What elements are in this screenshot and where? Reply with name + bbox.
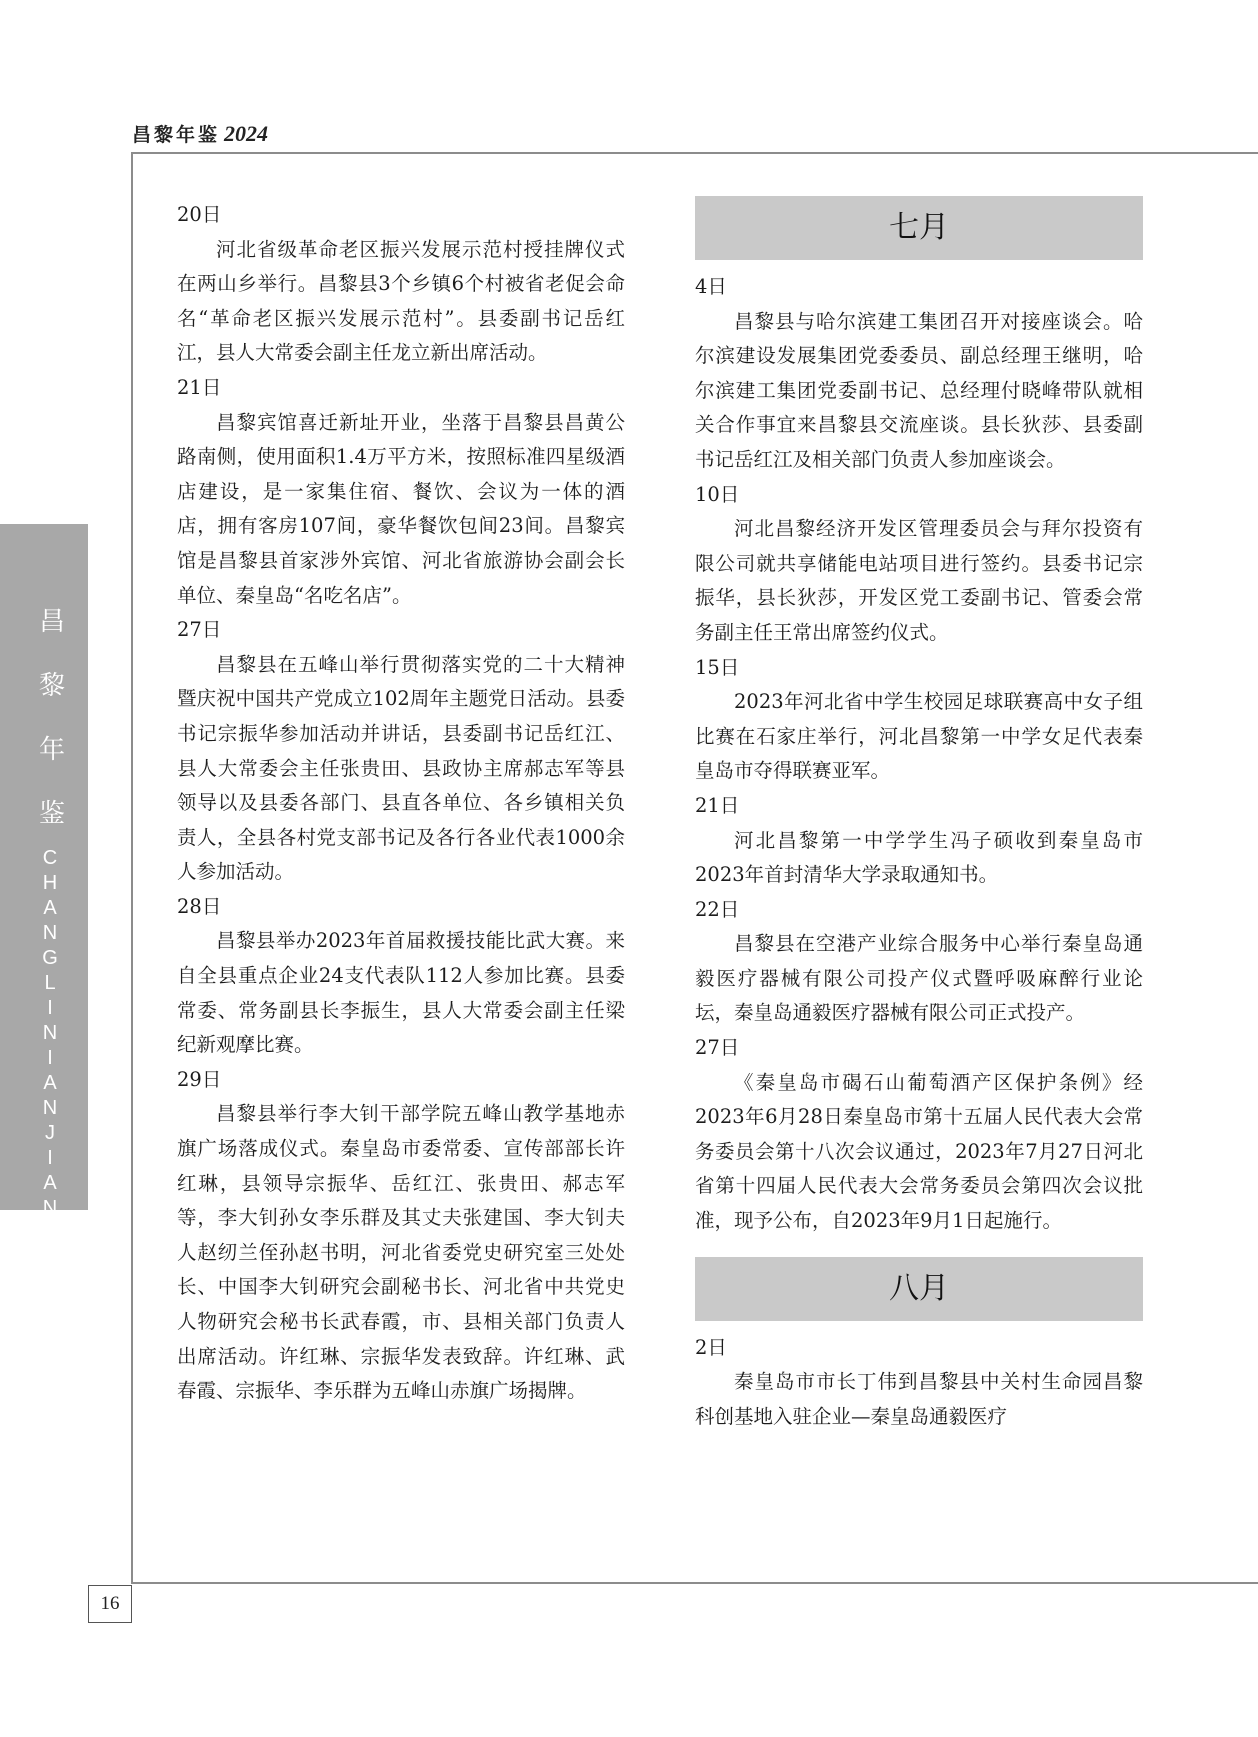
side-tab-letter: N xyxy=(42,1097,58,1119)
entry-text: 《秦皇岛市碣石山葡萄酒产区保护条例》经2023年6月28日秦皇岛市第十五届人民代表大会常务委员会第十八次会议通过，2023年7月27日河北省第十四届人民代表大会常务委员会第四次会议批准，现予公布，自2023年9月1日起施行。 xyxy=(695,1070,1143,1233)
side-tab-letter: J xyxy=(45,1122,55,1144)
side-tab-char: 昌 xyxy=(38,607,65,637)
entry-date: 29日 xyxy=(177,1067,222,1091)
left-column xyxy=(177,198,625,1409)
entry-text: 昌黎宾馆喜迁新址开业，坐落于昌黎县昌黄公路南侧，使用面积1.4万平方米，按照标准四星级酒店建设，是一家集住宿、餐饮、会议为一体的酒店，拥有客房107间，豪华餐饮包间23间。昌黎宾馆是昌黎县首家涉外宾馆、河北省旅游协会副会长单位、秦皇岛“名吃名店”。 xyxy=(177,410,625,607)
side-tab-letter: N xyxy=(42,1022,58,1044)
side-tab-letter: I xyxy=(47,1047,53,1069)
side-tab-letter: A xyxy=(43,1072,57,1094)
entry-text: 2023年河北省中学生校园足球联赛高中女子组比赛在石家庄举行，河北昌黎第一中学女足代表秦皇岛市夺得联赛亚军。 xyxy=(695,690,1143,783)
entry-date: 27日 xyxy=(695,1036,740,1060)
side-tab-letter: N xyxy=(42,922,58,944)
page-number: 16 xyxy=(88,1585,132,1623)
left-rule xyxy=(131,152,133,1582)
top-rule xyxy=(131,152,1258,154)
right-column xyxy=(695,196,1143,1434)
entry-date: 28日 xyxy=(177,894,222,918)
entry-text: 昌黎县与哈尔滨建工集团召开对接座谈会。哈尔滨建设发展集团党委委员、副总经理王继明，哈尔滨建工集团党委副书记、总经理付晓峰带队就相关合作事宜来昌黎县交流座谈。县长狄莎、县委副书记岳红江及相关部门负责人参加座谈会。 xyxy=(695,309,1143,471)
entry-date: 2日 xyxy=(695,1335,727,1359)
entry-text: 昌黎县在空港产业综合服务中心举行秦皇岛通毅医疗器械有限公司投产仪式暨呼吸麻醉行业论坛，秦皇岛通毅医疗器械有限公司正式投产。 xyxy=(695,932,1143,1025)
side-tab-letter: N xyxy=(42,1197,58,1219)
side-tab-letter: C xyxy=(42,847,58,869)
entry-date: 27日 xyxy=(177,618,222,642)
side-tab-letter: H xyxy=(42,872,58,894)
entry-text: 昌黎县举行李大钊干部学院五峰山教学基地赤旗广场落成仪式。秦皇岛市委常委、宣传部部长许红琳，县领导宗振华、岳红江、张贵田、郝志军等，李大钊孙女李乐群及其丈夫张建国、李大钊夫人赵纫兰侄孙赵书明，河北省委党史研究室三处处长、中国李大钊研究会副秘书长、河北省中共党史人物研究会秘书长武春霞，市、县相关部门负责人出席活动。许红琳、宗振华发表致辞。许红琳、武春霞、宗振华、李乐群为五峰山赤旗广场揭牌。 xyxy=(177,1102,625,1403)
bottom-rule xyxy=(131,1582,1258,1584)
running-header xyxy=(132,120,268,147)
side-tab-char: 年 xyxy=(38,735,65,765)
entry-text: 河北昌黎第一中学学生冯子硕收到秦皇岛市2023年首封清华大学录取通知书。 xyxy=(695,828,1143,887)
entry-date: 22日 xyxy=(695,897,740,921)
side-tab-letter: A xyxy=(43,897,57,919)
entry-text: 河北省级革命老区振兴发展示范村授挂牌仪式在两山乡举行。昌黎县3个乡镇6个村被省老促会命名“革命老区振兴发展示范村”。县委副书记岳红江，县人大常委会副主任龙立新出席活动。 xyxy=(177,237,625,365)
entry-date: 21日 xyxy=(695,793,740,817)
entry-text: 昌黎县在五峰山举行贯彻落实党的二十大精神暨庆祝中国共产党成立102周年主题党日活动。县委书记宗振华参加活动并讲话，县委副书记岳红江、县人大常委会主任张贵田、县政协主席郝志军等县领导以及县委各部门、县直各单位、各乡镇相关负责人，全县各村党支部书记及各行各业代表1000余人参加活动。 xyxy=(177,652,625,884)
header-title: 昌黎年鉴 xyxy=(132,124,221,146)
side-tab-letter: I xyxy=(47,1147,53,1169)
header-year: 2024 xyxy=(224,121,269,146)
month-heading-august: 八月 xyxy=(695,1257,1143,1321)
entry-date: 10日 xyxy=(695,482,740,506)
side-tab-letter: G xyxy=(42,947,58,969)
side-tab-char: 黎 xyxy=(38,671,65,701)
side-tab-letter: L xyxy=(44,972,56,994)
entry-text: 昌黎县举办2023年首届救援技能比武大赛。来自全县重点企业24支代表队112人参加比赛。县委常委、常务副县长李振生，县人大常委会副主任梁纪新观摩比赛。 xyxy=(177,929,625,1057)
entry-text: 河北昌黎经济开发区管理委员会与拜尔投资有限公司就共享储能电站项目进行签约。县委书记宗振华，县长狄莎，开发区党工委副书记、管委会常务副主任王常出席签约仪式。 xyxy=(695,517,1143,644)
entry-date: 20日 xyxy=(177,203,222,226)
entry-date: 21日 xyxy=(177,375,222,399)
entry-date: 15日 xyxy=(695,655,740,679)
side-tab-letter: A xyxy=(43,1172,57,1194)
entry-text: 秦皇岛市市长丁伟到昌黎县中关村生命园昌黎科创基地入驻企业—秦皇岛通毅医疗 xyxy=(695,1370,1143,1428)
month-heading-july: 七月 xyxy=(695,196,1143,260)
side-tab-char: 鉴 xyxy=(38,799,65,829)
side-tab-letter: I xyxy=(47,997,53,1019)
entry-date: 4日 xyxy=(695,275,727,298)
